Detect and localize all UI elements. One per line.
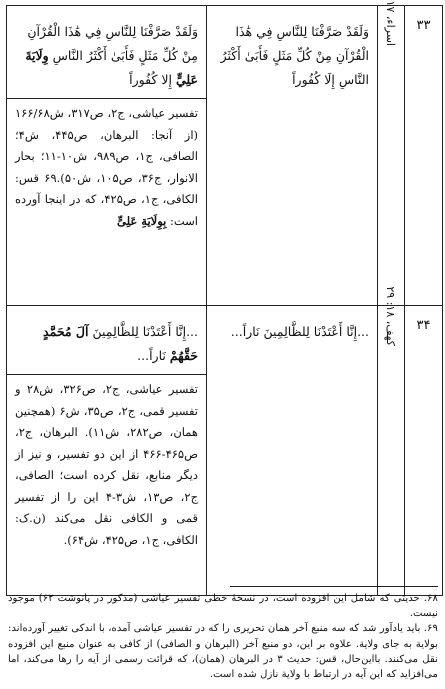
- verse-reference-cell: [378, 0, 405, 306]
- variant-verse-main: وَلَقَدْ صَرَّفْنَا لِلنَّاسِ فِي هَٰذَا الْقُرْآنِ مِنْ كُلِّ مَثَلٍ فَأَبَىٰ أَكْثَرُ النَّاسِ: [27, 24, 198, 63]
- footnotes: [8, 591, 438, 682]
- variant-verse-addition: وِلَايَةَ عَلِيٍّ: [25, 48, 198, 87]
- standard-verse-text: ...إِنَّا أَعْتَدْنَا لِلظَّالِمِينَ نَاراً...: [230, 324, 369, 339]
- variant-verse-end: نَاراً...: [137, 348, 166, 363]
- footnote-separator: [230, 586, 438, 587]
- variant-verse-cell: [7, 6, 207, 306]
- variant-verse-start: ...إِنَّا أَعْتَدْنَا لِلظَّالِمِينَ: [92, 324, 198, 339]
- verse-reference-cell: [378, 286, 405, 596]
- standard-verse-cell: [207, 6, 378, 306]
- table-row: [7, 6, 443, 306]
- variant-verse-text: [7, 6, 206, 98]
- footnote-69: ۶۹. باید یادآور شد که سه منبع آخر همان تحریری را که در تفسیر عیاشی آمده، با اندکی تغییر آورده‌اند: بولایة به جای ولایة. علاوه بر این، دو منبع آخر (البرهان و الصافی) از کافی به عنوان منبع این افزوده نقل می‌کنند. بااین‌حال، قس: حدیث ۳ در البرهان (همان)، که قرائت رسمی از آیه را رها می‌کند، اما می‌افزاید که این آیه در ارتباط با ولایة نازل شده است.: [8, 623, 438, 681]
- variant-verse-end: إِلا كُفُوراً: [129, 72, 172, 87]
- verse-comparison-table: [6, 0, 443, 596]
- table-row: [7, 306, 443, 596]
- row-number: ۳۳: [405, 6, 443, 306]
- verse-reference: کهف، ۱۸: ۲۹: [384, 286, 397, 346]
- source-citation: [7, 99, 206, 240]
- variant-verse-cell: [7, 306, 207, 596]
- source-citation-text: تفسیر عیاشی، ج۲، ص۳۱۷، ش۱۶۶/۶۸ (از آنجا: البرهان، ص۴۴۵، ش۴؛ الصافی، ج۱، ص۹۸۹، ش۱۰-۱۱؛ بحار الانوار، ج۳۶، ص۱۰۵، ش۵۰).۶۹ قس: الکافی، ج۱، ص۴۲۵، که در اینجا آورده است:: [15, 106, 198, 228]
- standard-verse-text: وَلَقَدْ صَرَّفْنَا لِلنَّاسِ فِي هَٰذَا الْقُرْآنِ مِنْ كُلِّ مَثَلٍ فَأَبَىٰ أَكْثَرُ النَّاسِ إِلَا كُفُوراً: [220, 24, 369, 87]
- variant-verse-text: [7, 306, 206, 374]
- variant-verse-addition: آلَ مُحَمَّدٍ حَقَّهُمْ: [43, 324, 198, 363]
- verse-reference: اسراء، ۱۷: [384, 0, 397, 46]
- row-number: ۳۴: [405, 306, 443, 596]
- source-citation: تفسیر عیاشی، ج۲، ص۳۲۶، ش۲۸ و تفسیر قمی، ج۲، ص۳۵، ش۶ (همچنین همان، ص۲۸۲، ش۱۱). البرهان، ج۲، ص۴۶۵-۴۶۶ از این دو تفسیر، و نیز از دیگر منابع، نقل کرده است؛ الصافی، ج۲، ص۱۳، ش۳-۴ این را از تفسیر قمی و الکافی نقل می‌کند (ن.ک: الکافی، ج۱، ص۴۲۵، ش۶۴).: [15, 382, 198, 547]
- source-citation-variant: بِوِلَایَةِ عَلِیٍّ: [117, 213, 167, 228]
- standard-verse-cell: [207, 306, 378, 596]
- footnote-68: ۶۸. حدیثی که شامل این افزوده است، در نسخهٔ خطی تفسیر عیاشی (مذکور در پانوشت ۶۲) موجود نیست.: [8, 593, 438, 620]
